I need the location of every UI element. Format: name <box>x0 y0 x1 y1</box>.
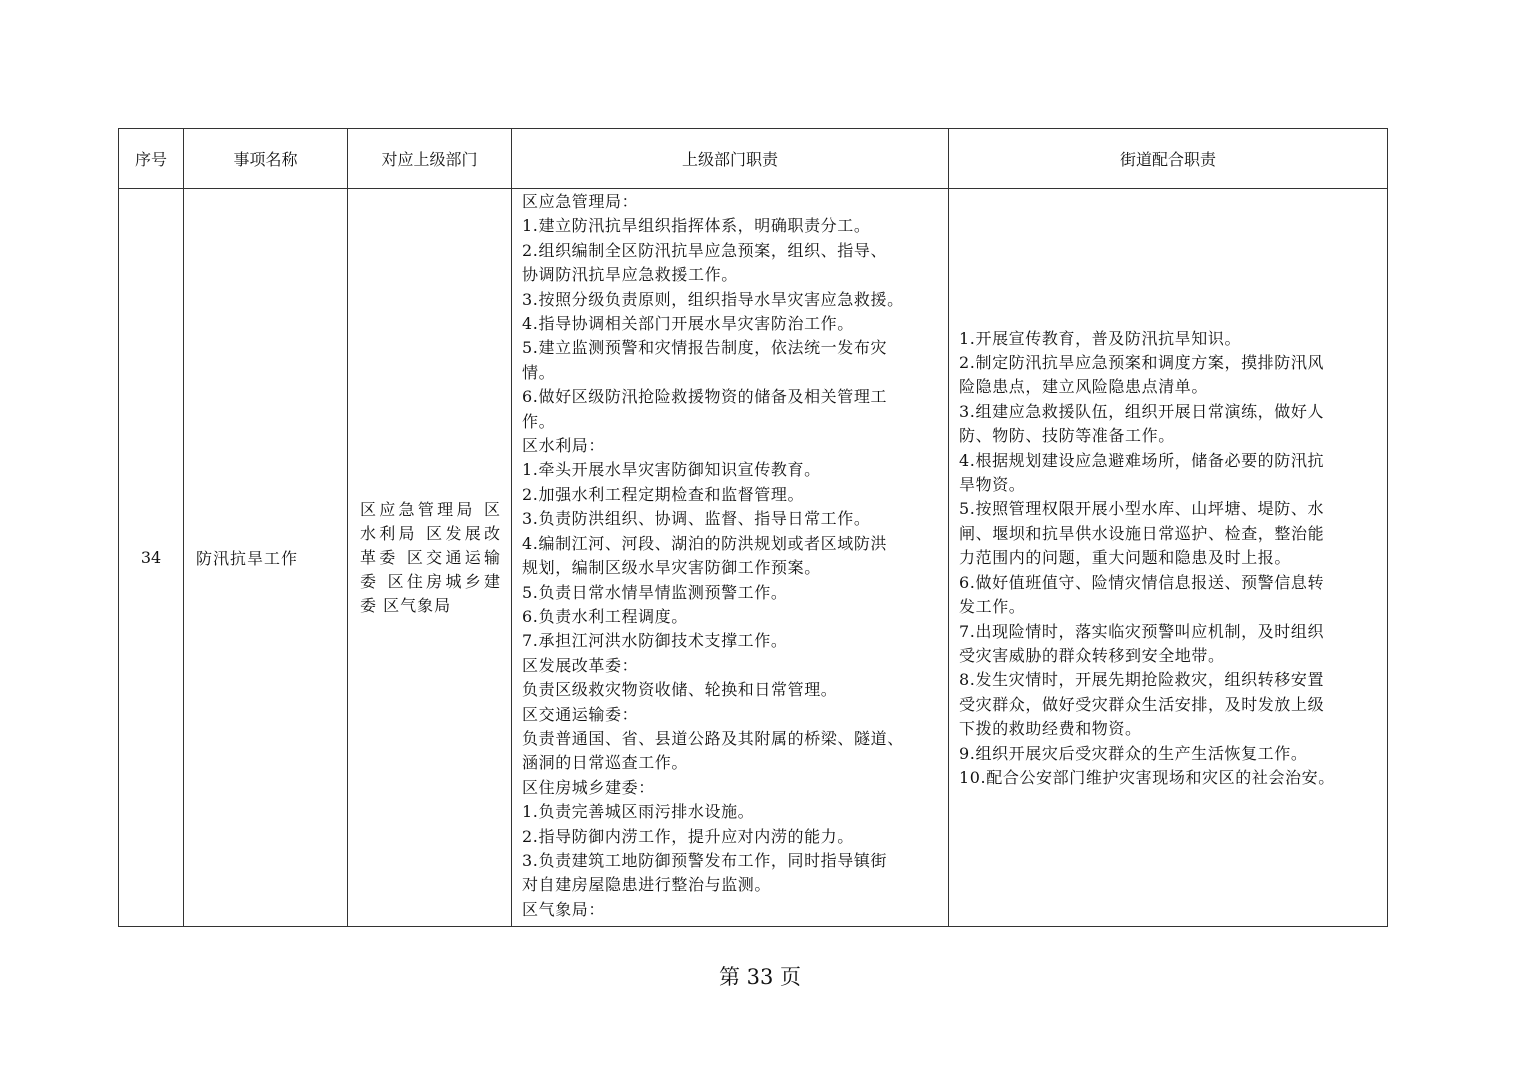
street-duty-line: 3.组建应急救援队伍，组织开展日常演练，做好人 <box>959 401 1325 421</box>
street-duty-line: 9.组织开展灾后受灾群众的生产生活恢复工作。 <box>959 743 1308 763</box>
street-duty-line: 闸、堰坝和抗旱供水设施日常巡护、检查，整治能 <box>959 523 1325 543</box>
street-duty-line: 5.按照管理权限开展小型水库、山坪塘、堤防、水 <box>959 499 1325 519</box>
upper-duty-line: 区水利局： <box>522 436 606 456</box>
upper-duty-line: 情。 <box>522 362 556 382</box>
upper-duty-line: 规划，编制区级水旱灾害防御工作预案。 <box>522 558 821 578</box>
street-duty-line: 下拨的救助经费和物资。 <box>959 719 1142 739</box>
upper-duty-line: 涵洞的日常巡查工作。 <box>522 753 689 773</box>
row-item-name: 防汛抗旱工作 <box>184 189 348 927</box>
upper-duty-line: 区交通运输委： <box>522 704 639 724</box>
table-row <box>119 189 1388 927</box>
row-upper-duties <box>512 189 949 927</box>
upper-duty-line: 6.负责水利工程调度。 <box>522 606 688 626</box>
page-number: 第 33 页 <box>718 965 802 989</box>
street-duty-line: 2.制定防汛抗旱应急预案和调度方案，摸排防汛风 <box>959 353 1325 373</box>
upper-duty-line: 4.编制江河、河段、湖泊的防洪规划或者区域防洪 <box>522 533 888 553</box>
street-duty-line: 发工作。 <box>959 597 1026 617</box>
header-item-name: 事项名称 <box>184 129 348 189</box>
upper-duty-line: 7.承担江河洪水防御技术支撑工作。 <box>522 631 788 651</box>
upper-duty-line: 2.加强水利工程定期检查和监督管理。 <box>522 484 805 504</box>
street-duty-line: 防、物防、技防等准备工作。 <box>959 426 1175 446</box>
header-street-duties: 街道配合职责 <box>949 129 1388 189</box>
upper-duty-line: 作。 <box>522 411 556 431</box>
upper-duty-line: 6.做好区级防汛抢险救援物资的储备及相关管理工 <box>522 387 888 407</box>
row-street-duties <box>949 189 1388 927</box>
row-departments: 区应急管理局 区水利局 区发展改革委 区交通运输委 区住房城乡建委 区气象局 <box>348 189 512 927</box>
upper-duty-line: 区应急管理局： <box>522 192 639 211</box>
street-duty-line: 1.开展宣传教育，普及防汛抗旱知识。 <box>959 328 1242 348</box>
upper-duty-line: 1.负责完善城区雨污排水设施。 <box>522 802 755 822</box>
street-duty-line: 旱物资。 <box>959 475 1026 495</box>
header-upper-department: 对应上级部门 <box>348 129 512 189</box>
upper-duty-line: 3.按照分级负责原则，组织指导水旱灾害应急救援。 <box>522 289 904 309</box>
upper-duty-line: 3.负责建筑工地防御预警发布工作，同时指导镇街 <box>522 850 888 870</box>
street-duty-line: 受灾害威胁的群众转移到安全地带。 <box>959 645 1225 665</box>
street-duty-line: 4.根据规划建设应急避难场所，储备必要的防汛抗 <box>959 450 1325 470</box>
upper-duty-line: 2.指导防御内涝工作，提升应对内涝的能力。 <box>522 826 854 846</box>
upper-duty-line: 3.负责防洪组织、协调、监督、指导日常工作。 <box>522 509 871 529</box>
duties-table <box>118 128 1388 927</box>
upper-duties-text <box>512 189 948 922</box>
upper-duty-line: 负责区级救灾物资收储、轮换和日常管理。 <box>522 680 838 700</box>
street-duty-line: 7.出现险情时，落实临灾预警叫应机制，及时组织 <box>959 621 1325 641</box>
upper-duty-line: 4.指导协调相关部门开展水旱灾害防治工作。 <box>522 314 854 334</box>
upper-duty-line: 5.负责日常水情旱情监测预警工作。 <box>522 582 788 602</box>
upper-duty-line: 2.组织编制全区防汛抗旱应急预案，组织、指导、 <box>522 240 888 260</box>
row-number: 34 <box>119 189 184 927</box>
header-no: 序号 <box>119 129 184 189</box>
upper-duty-line: 5.建立监测预警和灾情报告制度，依法统一发布灾 <box>522 338 888 358</box>
table-header-row <box>119 129 1388 189</box>
upper-duty-line: 1.建立防汛抗旱组织指挥体系，明确职责分工。 <box>522 216 871 236</box>
street-duty-line: 受灾群众，做好受灾群众生活安排，及时发放上级 <box>959 694 1325 714</box>
street-duty-line: 10.配合公安部门维护灾害现场和灾区的社会治安。 <box>959 767 1335 787</box>
upper-duty-line: 负责普通国、省、县道公路及其附属的桥梁、隧道、 <box>522 728 904 748</box>
street-duty-line: 险隐患点，建立风险隐患点清单。 <box>959 377 1209 397</box>
street-duty-line: 6.做好值班值守、险情灾情信息报送、预警信息转 <box>959 572 1325 592</box>
upper-duty-line: 对自建房屋隐患进行整治与监测。 <box>522 875 772 895</box>
upper-duty-line: 1.牵头开展水旱灾害防御知识宣传教育。 <box>522 460 821 480</box>
upper-duty-line: 协调防汛抗旱应急救援工作。 <box>522 265 738 285</box>
upper-duty-line: 区气象局： <box>522 899 606 919</box>
upper-duty-line: 区发展改革委： <box>522 655 639 675</box>
street-duties-text <box>949 327 1387 791</box>
header-upper-duties: 上级部门职责 <box>512 129 949 189</box>
street-duty-line: 8.发生灾情时，开展先期抢险救灾，组织转移安置 <box>959 670 1325 690</box>
upper-duty-line: 区住房城乡建委： <box>522 777 655 797</box>
street-duty-line: 力范围内的问题，重大问题和隐患及时上报。 <box>959 548 1292 568</box>
